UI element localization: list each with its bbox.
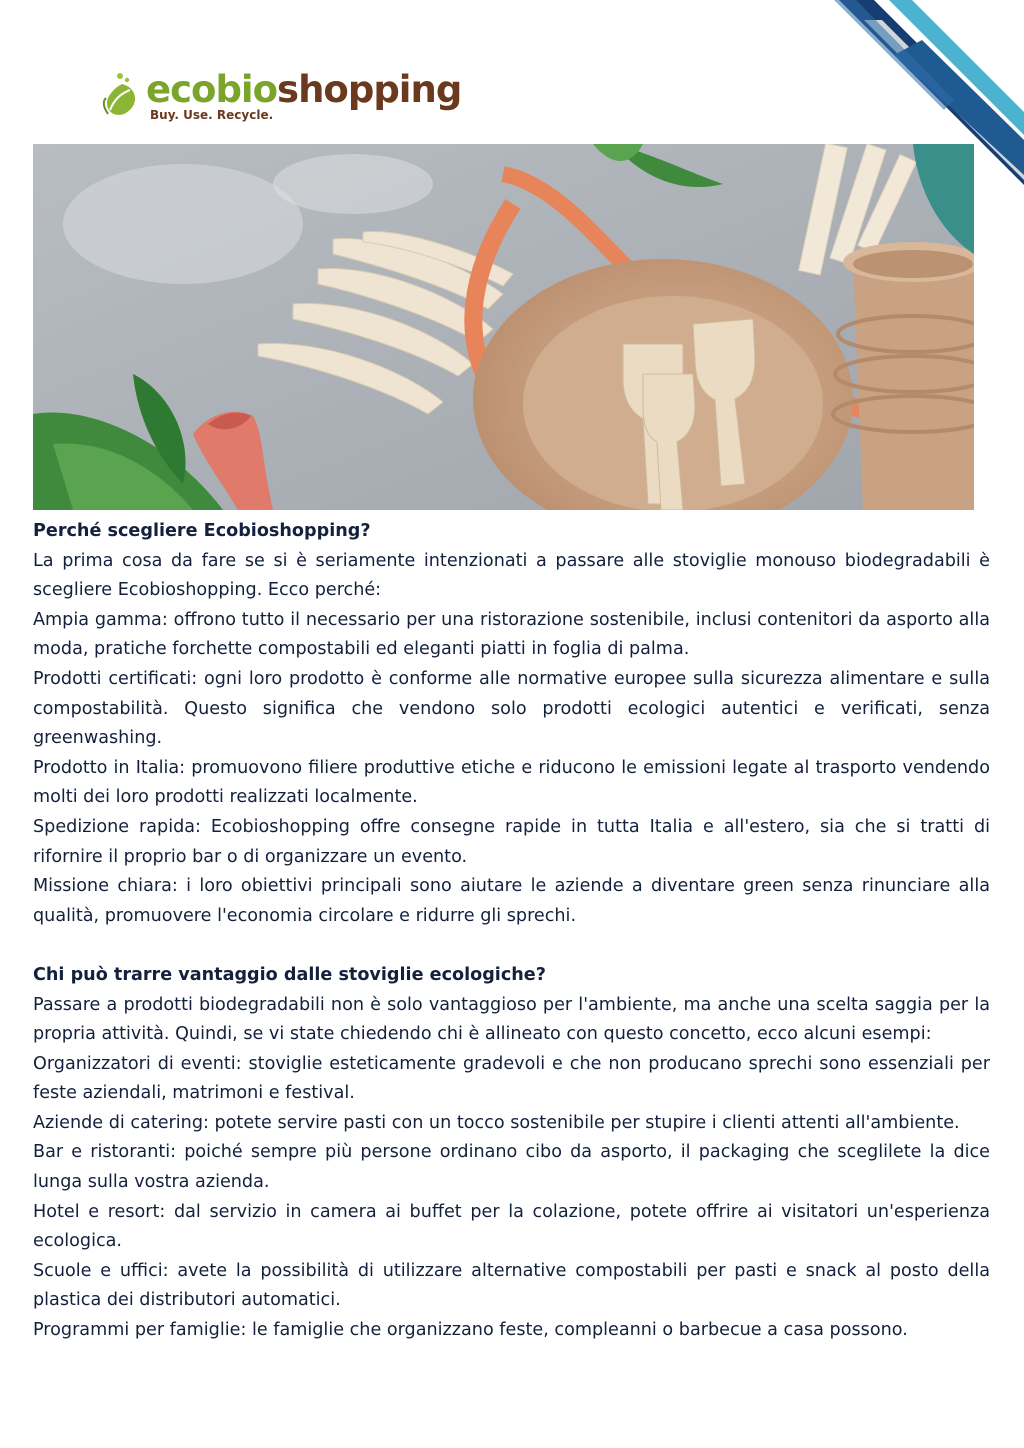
paragraph: Missione chiara: i loro obiettivi principali sono aiutare le aziende a diventare green senza rinunciare alla qualità, promuovere l'economia circolare e ridurre gli sprechi. [33, 876, 990, 926]
article-body [33, 517, 990, 1346]
brand-part-2: shopping [277, 68, 462, 111]
brand-wordmark [146, 68, 461, 112]
paragraph: Programmi per famiglie: le famiglie che organizzano feste, compleanni o barbecue a casa possono. [33, 1320, 908, 1341]
paragraph: Organizzatori di eventi: stoviglie esteticamente gradevoli e che non producano sprechi sono essenziali per feste aziendali, matrimoni e festival. [33, 1053, 990, 1104]
paragraph: Prodotto in Italia: promuovono filiere produttive etiche e riducono le emissioni legate al trasporto vendendo molti dei loro prodotti realizzati localmente. [33, 757, 990, 808]
paragraph: Aziende di catering: potete servire pasti con un tocco sostenibile per stupire i clienti attenti all'ambiente. [33, 1112, 960, 1133]
section-spacer [33, 931, 990, 961]
paragraph: Prodotti certificati: ogni loro prodotto è conforme alle normative europee sulla sicurezza alimentare e sulla compostabilità. Questo significa che vendono solo prodotti ecologici autentici e verificati, senza greenwashing. [33, 668, 990, 749]
disposable-tableware-photo [33, 144, 974, 510]
hero-image [33, 144, 974, 510]
section-heading-why: Perché scegliere Ecobioshopping? [33, 521, 371, 541]
brand-part-1: ecobio [146, 68, 278, 111]
leaf-icon [100, 70, 142, 120]
paragraph: Scuole e uffici: avete la possibilità di utilizzare alternative compostabili per pasti e snack al posto della plastica dei distributori automatici. [33, 1260, 990, 1311]
paragraph: Passare a prodotti biodegradabili non è solo vantaggioso per l'ambiente, ma anche una scelta saggia per la propria attività. Quindi, se vi state chiedendo chi è allineato con questo concetto, ecco alcuni esempi: [33, 994, 990, 1045]
paragraph: Hotel e resort: dal servizio in camera ai buffet per la colazione, potete offrire ai visitatori un'esperienza ecologica. [33, 1201, 990, 1252]
brand-tagline: Buy. Use. Recycle. [150, 108, 274, 122]
paragraph: Spedizione rapida: Ecobioshopping offre consegne rapide in tutta Italia e all'estero, sia che si tratti di rifornire il proprio bar o di organizzare un evento. [33, 816, 990, 867]
section-heading-who: Chi può trarre vantaggio dalle stoviglie ecologiche? [33, 964, 546, 985]
paragraph: Bar e ristoranti: poiché sempre più persone ordinano cibo da asporto, il packaging che sceglilete la dice lunga sulla vostra azienda. [33, 1142, 990, 1193]
paragraph: La prima cosa da fare se si è seriamente intenzionati a passare alle stoviglie monouso biodegradabili è scegliere Ecobioshopping. Ecco perché: [33, 550, 990, 601]
paragraph: Ampia gamma: offrono tutto il necessario per una ristorazione sostenibile, inclusi contenitori da asporto alla moda, pratiche forchette compostabili ed eleganti piatti in foglia di palma. [33, 609, 990, 660]
